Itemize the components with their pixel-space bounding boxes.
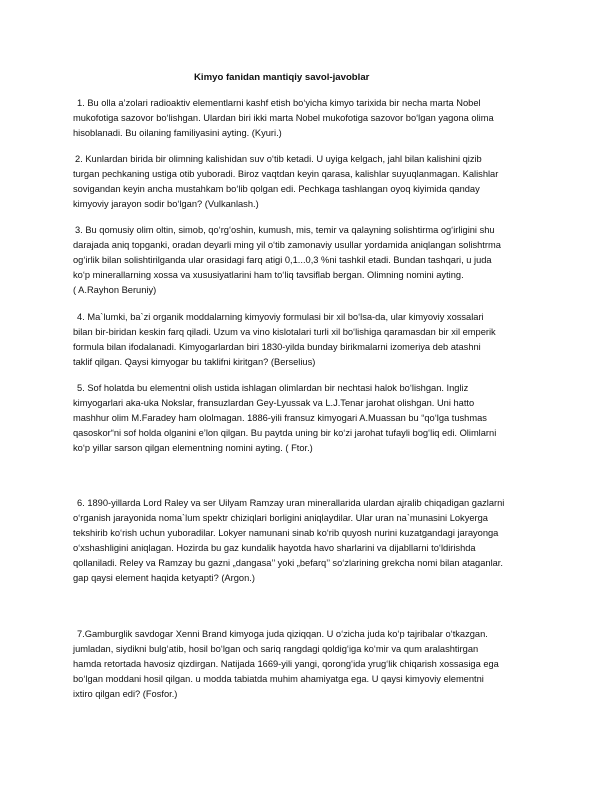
paragraph-line: gap qaysi element haqida ketyapti? (Argon.) [73, 573, 255, 583]
paragraph-line: hisoblanadi. Bu oilaning familiyasini ayting. (Kyuri.) [73, 128, 282, 138]
paragraph-line: 7.Gamburglik savdogar Xenni Brand kimyoga juda qiziqqan. U o‘zicha juda ko‘p tajribalar o‘tkazgan. [77, 629, 488, 639]
paragraph-line: jumladan, siydikni bulg‘atib, hosil bo‘lgan och sariq rangdagi qoldig‘iga ko‘mir va qum aralashtirgan [73, 644, 479, 654]
paragraph-line: o‘xshashligini aniqlagan. Hozirda bu gaz kundalik hayotda havo sharlarini va dijabllarni to‘ldirishda [73, 543, 476, 553]
paragraph-line: 1. Bu olla a’zolari radioaktiv elementlarni kashf etish bo‘yicha kimyo tarixida bir necha marta Nobel [77, 98, 481, 108]
paragraph-line: sovigandan keyin ancha mustahkam bo‘lib qolgan edi. Pechkaga tashlangan oyoq kiyimida qanday [73, 184, 480, 194]
paragraph-line: mashhur olim M.Faradey ham ololmagan. 1886-yili fransuz kimyogari A.Muassan bu “qo‘lga tushmas [73, 413, 487, 423]
paragraph-line: kimyoviy jarayon sodir bo‘lgan? (Vulkanlash.) [73, 199, 259, 209]
paragraph-line: og‘irlik bilan solishtirilganda ular orasidagi farq atigi 0,1...0,3 %ni tashkil etadi. Bundan tashqari, u juda [73, 255, 492, 265]
paragraph-line: 2. Kunlardan birida bir olimning kalishidan suv o‘tib ketadi. U uyiga kelgach, jahl bilan kalishini qizib [75, 154, 482, 164]
paragraph-line: darajada aniq topganki, oradan deyarli ming yil o‘tib zamonaviy usullar yordamida aniqlangan solishtrma [73, 240, 501, 250]
paragraph-line: tekshirib ko‘rish uchun yuboradilar. Lokyer namunani sinab ko‘rib quyosh nurini kuzatgandagi jarayonga [73, 528, 499, 538]
paragraph-line: mukofotiga sazovor bo‘lishgan. Ulardan biri ikki marta Nobel mukofotiga sazovor bo‘lgan yagona olima [73, 113, 494, 123]
paragraph-line: ko‘p minerallarning xossa va xususiyatlarini ham to‘liq tavsiflab bergan. Olimning nomini ayting. [73, 270, 464, 280]
paragraph-line: bilan bir-biridan keskin farq qiladi. Uzum va vino kislotalari turli xil bo‘lishiga qaramasdan bir xil emperik [73, 327, 496, 337]
paragraph-line: taklif qilgan. Qaysi kimyogar bu taklifni kiritgan? (Berselius) [73, 357, 316, 367]
paragraph-line: ( A.Rayhon Beruniy) [73, 285, 157, 295]
document-title: Kimyo fanidan mantiqiy savol-javoblar [194, 72, 370, 83]
paragraph-line: 3. Bu qomusiy olim oltin, simob, qo‘rg‘oshin, kumush, mis, temir va qalayning solishtirma og‘irligini shu [75, 225, 495, 235]
paragraph-line: ixtiro qilgan edi? (Fosfor.) [73, 689, 178, 699]
paragraph-line: 4. Ma`lumki, ba`zi organik moddalarning kimyoviy formulasi bir xil bo‘lsa-da, ular kimyoviy xossalari [77, 312, 484, 322]
paragraph-line: o‘rganish jarayonida noma`lum spektr chiziqlari borligini aniqlaydilar. Ular uran na`munasini Lokyerga [73, 513, 488, 523]
paragraph-line: 5. Sof holatda bu elementni olish ustida ishlagan olimlardan bir nechtasi halok bo‘lishgan. Ingliz [77, 383, 469, 393]
paragraph-line: hamda retortada havosiz qizdirgan. Natijada 1669-yili yangi, qorong‘ida yrug‘lik chiqarish xossasiga ega [73, 659, 499, 669]
paragraph-line: qollaniladi. Reley va Ramzay bu gazni „dangasa’’ yoki „befarq’’ so‘zlarining grekcha nomi bilan ataganlar. [73, 558, 503, 568]
paragraph-line: bo‘lgan moddani hosil qilgan. u modda tabiatda muhim ahamiyatga ega. U qaysi kimyoviy elementni [73, 674, 484, 684]
paragraph-line: ko‘p yillar sarson qilgan elementning nomini ayting. ( Ftor.) [73, 443, 313, 453]
paragraph-line: turgan pechkaning ustiga otib yuboradi. Biroz vaqtdan keyin qarasa, kalishlar suyuqlanmagan. Kalishlar [73, 169, 499, 179]
paragraph-line: kimyogarlari aka-uka Nokslar, fransuzlardan Gey-Lyussak va L.J.Tenar jarohat olishgan. Uni hatto [73, 398, 475, 408]
paragraph-line: qasoskor“ni sof holda olganini e’lon qilgan. Bu paytda uning bir ko‘zi jarohat tufayli bog‘liq edi. Olimlarni [73, 428, 497, 438]
paragraph-line: formula bilan ifodalanadi. Kimyogarlardan biri 1830-yilda bunday birikmalarni izomeriya deb atashni [73, 342, 481, 352]
paragraph-line: 6. 1890-yillarda Lord Raley va ser Uilyam Ramzay uran minerallarida ulardan ajralib chiqadigan gazlarni [77, 498, 505, 508]
